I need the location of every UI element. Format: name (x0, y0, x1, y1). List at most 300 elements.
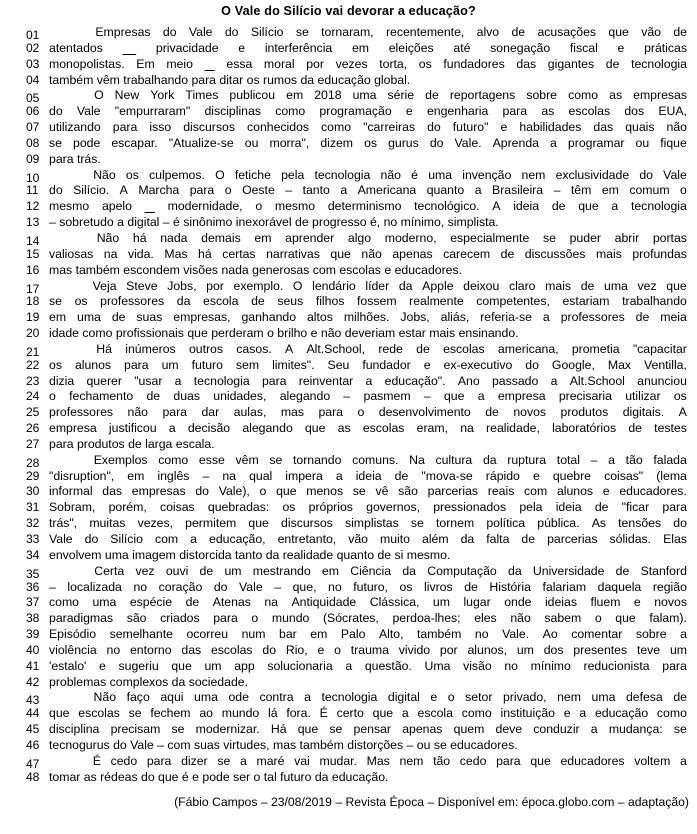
line-text (49, 675, 687, 689)
word: até (453, 40, 471, 55)
text-line (26, 120, 687, 136)
word: quem (453, 722, 485, 737)
line-text (49, 453, 687, 467)
word: e (384, 262, 392, 277)
line-text (49, 532, 687, 546)
word: ocorreu (186, 627, 229, 642)
word: laboratórios (552, 421, 617, 436)
word: espécie (129, 595, 173, 610)
word: Exemplos (93, 452, 148, 467)
word: "usar (134, 373, 163, 388)
word: – (157, 737, 164, 752)
word: a (239, 753, 247, 768)
word: realidade, (486, 421, 540, 436)
word: exemplo. (233, 278, 284, 293)
line-number: 41 (26, 658, 40, 673)
word: ensinando. (458, 326, 519, 341)
word: disciplinas (204, 104, 261, 119)
word: New (114, 88, 140, 103)
text-line (26, 168, 687, 184)
line-number: 16 (26, 262, 40, 277)
text-line (26, 532, 687, 548)
word: também (417, 627, 462, 642)
word: em (351, 40, 369, 55)
word: reportagens (449, 88, 516, 103)
word: tecnologia (321, 690, 378, 705)
word: pública. (537, 516, 580, 531)
word: para (662, 658, 687, 673)
word: Episódio (49, 627, 97, 642)
word: determinismo (327, 199, 402, 214)
word: Apple (422, 278, 454, 293)
line-text (49, 104, 687, 118)
word: O (94, 88, 104, 103)
word: ou (635, 135, 650, 150)
word: em (127, 468, 145, 483)
word: como (275, 104, 306, 119)
word: de (551, 199, 566, 214)
word: unidades, (213, 389, 267, 404)
word: como (82, 326, 113, 341)
line-text (49, 595, 687, 609)
line-text (49, 310, 687, 324)
word: passado (491, 373, 539, 388)
word: de (425, 88, 439, 103)
word: moderno, (384, 230, 437, 245)
word: como (49, 595, 79, 610)
word: Americana (357, 183, 417, 198)
line-text (49, 88, 687, 102)
word: no (328, 579, 342, 594)
word: alunos (74, 357, 112, 372)
word: com (312, 262, 336, 277)
word: e (617, 40, 625, 55)
word: engenharia (426, 104, 489, 119)
word: vezes (335, 56, 368, 71)
word: eram, (416, 421, 448, 436)
word: aprender (285, 230, 335, 245)
word: escala. (175, 436, 215, 451)
text-line (26, 484, 687, 500)
word: desenvolvimento (378, 405, 471, 420)
word: para (189, 183, 215, 198)
word: reducionista (583, 658, 650, 673)
word: de (185, 595, 200, 610)
text-line (26, 437, 687, 453)
word: testes (654, 421, 687, 436)
word: lá (268, 706, 278, 721)
word: como (158, 452, 189, 467)
fill-in-blank (145, 199, 155, 213)
line-number: 39 (26, 627, 40, 642)
line-text (49, 611, 687, 625)
word: vão (348, 532, 368, 546)
text-line (26, 152, 687, 168)
text-line (26, 215, 687, 231)
word: habilidades (519, 120, 582, 135)
line-number: 38 (26, 611, 40, 626)
line-number: 12 (26, 199, 40, 214)
word: no (106, 642, 121, 657)
word: prometia (571, 341, 620, 356)
word: A (678, 405, 687, 420)
line-text (49, 342, 687, 356)
word: paradigmas (49, 611, 114, 626)
word: com (154, 532, 179, 546)
word: e (317, 642, 325, 657)
word: é, (369, 215, 381, 230)
word: aliás, (440, 310, 470, 325)
word: faço (126, 690, 150, 705)
word: alunos, (467, 642, 507, 657)
word: ou (244, 135, 259, 150)
text-line (26, 136, 687, 152)
word: que (666, 278, 687, 293)
word: que (530, 753, 551, 768)
word: escolas (78, 706, 120, 721)
word: uma (104, 547, 129, 562)
text-line (26, 722, 687, 738)
word: das (102, 484, 123, 499)
word: ode (228, 690, 249, 705)
word: valiosas (49, 246, 94, 261)
word: professores (49, 405, 114, 420)
word: muito (380, 532, 410, 546)
line-number: 32 (26, 516, 40, 531)
word: série (387, 88, 415, 103)
word: a (401, 706, 409, 721)
word: – (590, 452, 598, 467)
word: tornem (436, 516, 475, 531)
text-line (26, 627, 687, 643)
word: a (477, 389, 485, 404)
word: entretanto, (277, 532, 337, 546)
word: criados (160, 611, 200, 626)
word: "ficar (621, 500, 650, 515)
word: Silício (110, 532, 143, 546)
line-number: 25 (26, 405, 40, 420)
word: a (611, 199, 619, 214)
word: falta (486, 532, 510, 546)
word: claro (508, 278, 536, 293)
word: Alto, (378, 627, 404, 642)
text-line (26, 25, 687, 41)
word: da (300, 72, 315, 87)
word: Ciência (350, 563, 392, 578)
line-text (49, 358, 687, 372)
word: daquela (597, 579, 642, 594)
line-text (49, 374, 687, 388)
line-number: 37 (26, 595, 40, 610)
word: ou (416, 737, 431, 752)
word: se (128, 706, 142, 721)
word: do (224, 25, 239, 39)
word: vezes, (137, 516, 174, 531)
text-line (26, 564, 687, 580)
word: A (119, 183, 128, 198)
word: envolvem (49, 547, 102, 562)
word: vez (637, 278, 657, 293)
word: tão (433, 753, 451, 768)
word: Em (136, 56, 155, 71)
word: tecnológico. (414, 199, 480, 214)
page-title: O Vale do Silício vai devorar a educação? (221, 4, 476, 18)
word: o (259, 484, 267, 499)
word: tecnologia (314, 167, 371, 182)
text-line (26, 326, 687, 342)
word: se (171, 722, 185, 737)
word: se (410, 516, 424, 531)
line-text (49, 41, 687, 55)
word: mas (49, 262, 73, 277)
word: fechem (150, 706, 191, 721)
word: empresas (131, 484, 186, 499)
word: Há (270, 722, 287, 737)
word: quanto (336, 547, 375, 562)
word: comum (629, 183, 670, 198)
word: ser (233, 769, 251, 784)
word: de (111, 310, 126, 325)
word: para (112, 120, 138, 135)
word: do (49, 104, 63, 119)
word: o (357, 405, 365, 420)
word: não (510, 611, 531, 626)
word: como (656, 706, 687, 721)
word: vez (135, 563, 155, 578)
word: se (433, 737, 447, 752)
word: discursos (183, 120, 235, 135)
word: são (398, 484, 418, 499)
text-line (26, 310, 687, 326)
word: não (127, 405, 148, 420)
word: são (126, 611, 147, 626)
word: educadores (560, 753, 625, 768)
word: Vale (239, 579, 263, 594)
word: inúmeros (125, 341, 176, 356)
word: um (161, 357, 179, 372)
word: "carreiras (363, 120, 416, 135)
word: tecnologia (193, 373, 250, 388)
line-text (49, 25, 687, 39)
word: mudar. (319, 753, 357, 768)
word: O (215, 167, 225, 182)
word: sobretudo (59, 215, 114, 230)
word: a (474, 183, 482, 198)
word: invenção (462, 167, 512, 182)
text-line (26, 405, 687, 421)
line-number: 22 (26, 357, 40, 372)
word: – (423, 389, 431, 404)
word: a (550, 373, 558, 388)
word: mais (595, 246, 622, 261)
word: americana, (497, 341, 559, 356)
word: as (541, 104, 555, 119)
word: dos (624, 104, 645, 119)
word: produtos (76, 436, 125, 451)
word: nem (557, 690, 581, 705)
text-line (26, 104, 687, 120)
word: de (628, 421, 642, 436)
word: rápido (485, 468, 520, 483)
line-text (49, 580, 687, 594)
word: referia-se (480, 310, 532, 325)
word: sugeriu (118, 658, 159, 673)
word: virtudes, (223, 737, 270, 752)
word: não (320, 326, 342, 341)
word: Vale (76, 104, 101, 119)
word: da (508, 563, 522, 578)
word: que (158, 769, 179, 784)
word: que (49, 706, 70, 721)
word: As (591, 516, 606, 531)
text-line (26, 231, 687, 247)
word: a (680, 627, 687, 642)
line-number: 17 (26, 281, 40, 296)
word: mesmo. (406, 547, 451, 562)
word: do (639, 167, 653, 182)
word: por (306, 56, 324, 71)
word: para (502, 104, 528, 119)
word: monopolistas. (49, 56, 125, 71)
word: também (299, 737, 344, 752)
word: acusações (537, 25, 597, 39)
word: quebre (552, 468, 591, 483)
word: trauma (350, 642, 389, 657)
word: com (524, 484, 548, 499)
word: educadores. (450, 737, 518, 752)
word: de (416, 341, 430, 356)
text-line (26, 199, 687, 215)
word: Vale (663, 167, 687, 182)
word: progresso (312, 215, 367, 230)
line-number: 42 (26, 674, 40, 689)
word: fique (660, 135, 687, 150)
line-text (49, 136, 687, 150)
word: Vale. (454, 135, 482, 150)
word: as (337, 421, 351, 436)
word: tecnologia (631, 56, 687, 71)
word: Empresas (95, 25, 151, 39)
word: Jobs, (167, 278, 197, 293)
word: o (253, 769, 261, 784)
word: carecem (443, 246, 491, 261)
word: bar (279, 627, 297, 642)
word: escola (203, 294, 239, 309)
word: vivido (398, 642, 431, 657)
word: para (191, 72, 216, 87)
source-attribution: (Fábio Campos – 23/08/2019 – Revista Época – Disponível em: época.globo.com – adaptação) (174, 794, 689, 809)
text-line (26, 690, 687, 706)
word: sinônimo (183, 215, 233, 230)
text-line (26, 279, 687, 295)
word: (lema (656, 468, 687, 483)
text-line (26, 73, 687, 89)
word: – (406, 737, 414, 752)
word: mínimo, (400, 215, 445, 230)
word: de (394, 468, 409, 483)
word: educação". (384, 373, 446, 388)
word: alvo (476, 25, 500, 39)
word: – (553, 183, 561, 198)
word: Google, (551, 357, 595, 372)
word: sobre (635, 627, 667, 642)
word: Uma (424, 658, 451, 673)
word: e (192, 769, 199, 784)
word: e (238, 40, 246, 55)
word: entorno (129, 642, 172, 657)
word: a (174, 373, 182, 388)
line-text (49, 500, 687, 514)
word: em (321, 563, 339, 578)
paragraph-indent (49, 342, 83, 356)
word: em (254, 230, 272, 245)
word: ideias (544, 595, 577, 610)
paragraph-indent (49, 754, 83, 768)
word: deve (495, 722, 523, 737)
line-number: 04 (26, 72, 40, 87)
word: quanto (426, 183, 465, 198)
word: atentados (49, 40, 103, 55)
line-number: 40 (26, 642, 40, 657)
word: Stanford (640, 563, 687, 578)
word: na (103, 246, 118, 261)
word: modernizar. (195, 722, 260, 737)
word: também (75, 262, 120, 277)
line-text (49, 389, 687, 403)
word: Certa (94, 563, 125, 578)
text-line (26, 738, 687, 754)
word: fossem (357, 294, 397, 309)
word: se (49, 135, 62, 150)
word: para (146, 753, 172, 768)
line-number: 45 (26, 722, 40, 737)
word: utilizando (49, 120, 101, 135)
word: o (334, 642, 341, 657)
word: deveriam (344, 326, 396, 341)
word: A (492, 199, 501, 214)
word: conhecidos (247, 120, 310, 135)
word: digital (387, 690, 420, 705)
word: Silício (250, 25, 284, 39)
word: é (173, 215, 180, 230)
word: tomar (49, 769, 81, 784)
paragraph-indent (49, 453, 83, 467)
word: decisão (187, 421, 231, 436)
word: simplista. (447, 215, 499, 230)
word: milhões. (343, 310, 390, 325)
word: competentes, (476, 294, 550, 309)
word: cultura (435, 452, 473, 467)
text-line (26, 754, 687, 770)
word: utilizar (625, 389, 661, 404)
word: o (49, 389, 56, 404)
word: e (633, 595, 641, 610)
word: realidade (282, 547, 334, 562)
word: Oeste (242, 183, 275, 198)
word: se (542, 230, 556, 245)
line-number: 34 (26, 547, 40, 562)
word: si (394, 547, 404, 562)
word: Elas (663, 532, 687, 546)
word: se (673, 722, 687, 737)
word: de (464, 579, 478, 594)
line-text (49, 199, 687, 213)
word: (Sócrates, (322, 611, 379, 626)
word: digitais. (622, 405, 665, 420)
word: sonegação (490, 40, 551, 55)
word: a (590, 722, 598, 737)
word: que (187, 326, 208, 341)
